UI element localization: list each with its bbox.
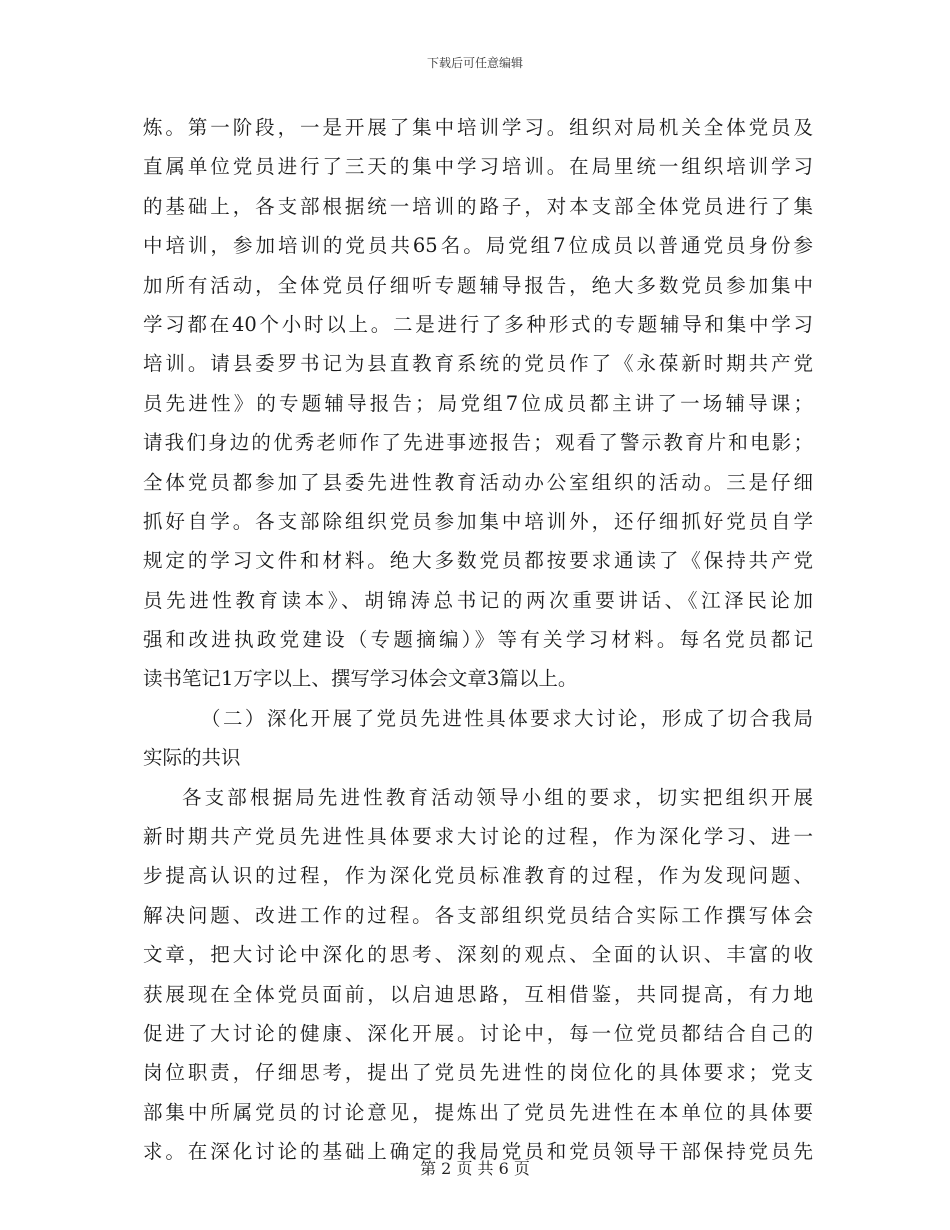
paragraph: [143, 778, 813, 1172]
text-line: 规定的学习文件和材料。绝大多数党员都按要求通读了《保持共产党: [143, 549, 813, 573]
section-heading: [143, 699, 813, 778]
text-line: 炼。第一阶段，一是开展了集中培训学习。组织对局机关全体党员及: [143, 116, 813, 139]
text-line: 文章，把大讨论中深化的思考、深刻的观点、全面的认识、丰富的收: [143, 943, 813, 967]
page-number-footer: 第 2 页 共 6 页: [420, 1159, 530, 1178]
text-line: 员先进性教育读本》、胡锦涛总书记的两次重要讲话、《江泽民论加: [143, 588, 813, 612]
text-line: 促进了大讨论的健康、深化开展。讨论中，每一位党员都结合自己的: [143, 1021, 813, 1045]
paragraph: [143, 108, 813, 699]
text-line: 读书笔记1万字以上、撰写学习体会文章3篇以上。: [143, 667, 578, 691]
text-line: 解决问题、改进工作的过程。各支部组织党员结合实际工作撰写体会: [143, 903, 813, 927]
text-line: 抓好自学。各支部除组织党员参加集中培训外，还仔细抓好党员自学: [143, 509, 813, 533]
text-line: 的基础上，各支部根据统一培训的路子，对本支部全体党员进行了集: [143, 194, 813, 218]
text-line: 中培训，参加培训的党员共65名。局党组7位成员以普通党员身份参: [143, 234, 813, 258]
text-line: 学习都在40个小时以上。二是进行了多种形式的专题辅导和集中学习: [143, 312, 813, 336]
text-line: 获展现在全体党员面前，以启迪思路，互相借鉴，共同提高，有力地: [143, 982, 813, 1006]
text-line: 岗位职责，仔细思考，提出了党员先进性的岗位化的具体要求；党支: [143, 1061, 813, 1085]
text-line: 新时期共产党员先进性具体要求大讨论的过程，作为深化学习、进一: [143, 825, 813, 849]
text-line: 加所有活动，全体党员仔细听专题辅导报告，绝大多数党员参加集中: [143, 273, 813, 297]
text-line: 全体党员都参加了县委先进性教育活动办公室组织的活动。三是仔细: [143, 470, 813, 494]
page-header-note: 下载后可任意编辑: [426, 56, 523, 70]
text-line: （二）深化开展了党员先进性具体要求大讨论，形成了切合我局: [201, 706, 813, 730]
text-line: 实际的共识: [143, 746, 241, 770]
text-line: 部集中所属党员的讨论意见，提炼出了党员先进性在本单位的具体要: [143, 1100, 813, 1124]
text-line: 强和改进执政党建设（专题摘编）》等有关学习材料。每名党员都记: [143, 628, 813, 652]
text-line: 直属单位党员进行了三天的集中学习培训。在局里统一组织培训学习: [143, 155, 813, 179]
text-line: 培训。请县委罗书记为县直教育系统的党员作了《永葆新时期共产党: [143, 352, 813, 376]
text-line: 请我们身边的优秀老师作了先进事迹报告；观看了警示教育片和电影；: [143, 431, 813, 455]
text-line: 员先进性》的专题辅导报告；局党组7位成员都主讲了一场辅导课；: [143, 391, 813, 415]
text-line: 步提高认识的过程，作为深化党员标准教育的过程，作为发现问题、: [143, 864, 813, 888]
text-line: 求。在深化讨论的基础上确定的我局党员和党员领导干部保持党员先: [143, 1140, 813, 1164]
text-line: 各支部根据局先进性教育活动领导小组的要求，切实把组织开展: [182, 785, 813, 809]
document-body: [143, 108, 813, 1172]
